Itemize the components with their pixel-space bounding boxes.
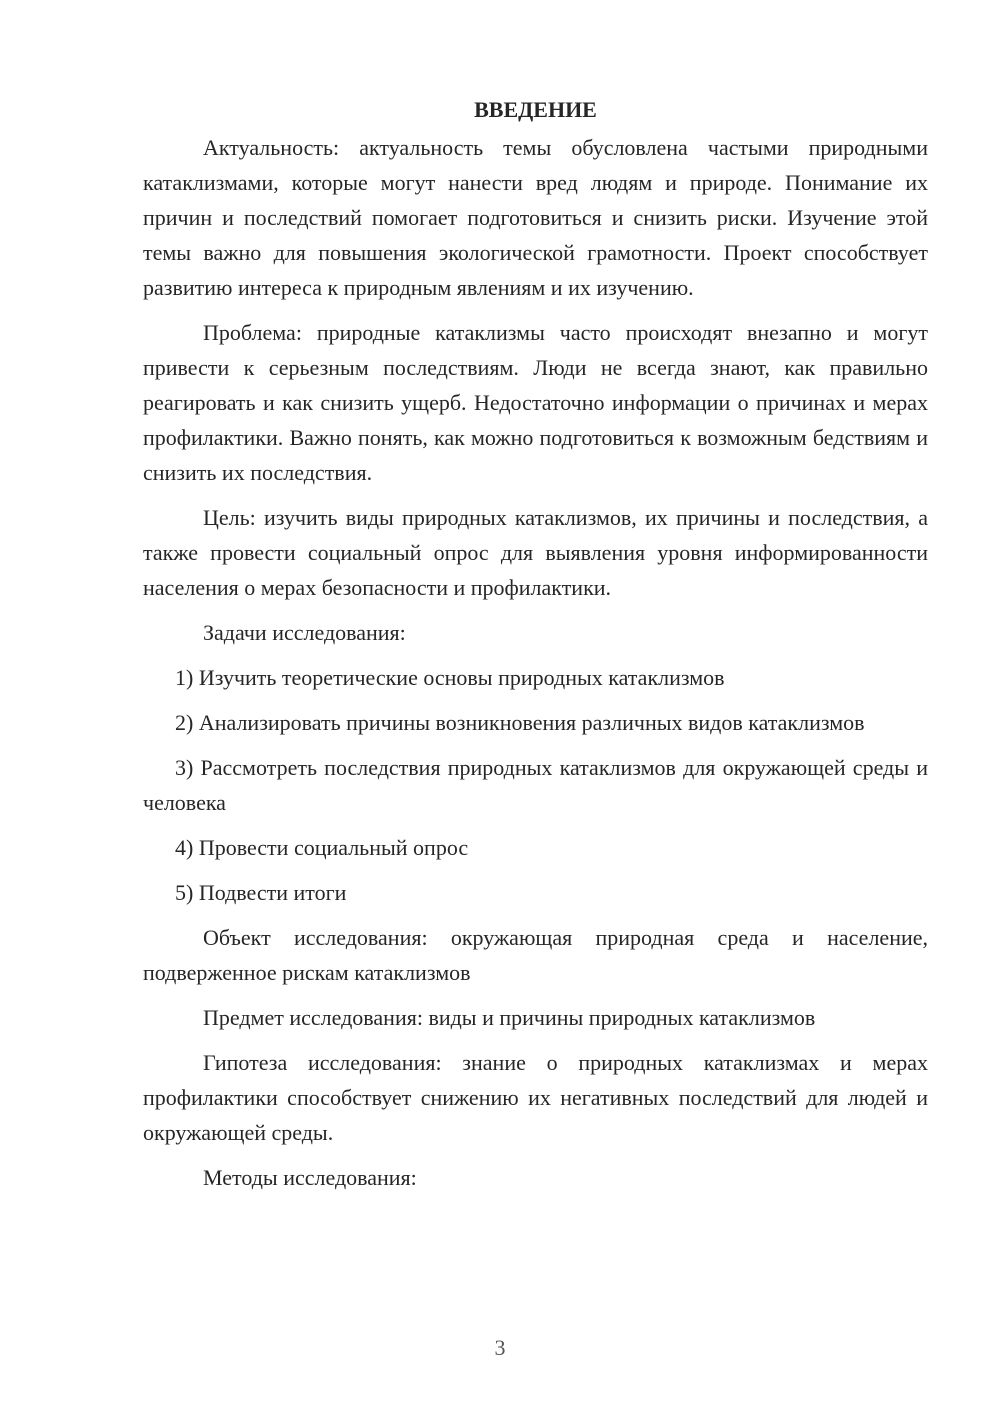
paragraph-object: Объект исследования: окружающая природная среда и население, подверженное рискам катаклизмов — [143, 925, 928, 985]
task-item: 5) Подвести итоги — [175, 880, 347, 905]
page-content — [143, 92, 928, 1205]
paragraph-problem: Проблема: природные катаклизмы часто происходят внезапно и могут привести к серьезным последствиям. Люди не всегда знают, как правильно реагировать и как снизить ущерб. Недостаточно информации о причинах и мерах профилактики. Важно понять, как можно подготовиться к возможным бедствиям и снизить их последствия. — [143, 320, 928, 485]
task-item: 2) Анализировать причины возникновения различных видов катаклизмов — [175, 710, 865, 735]
paragraph-hypothesis: Гипотеза исследования: знание о природных катаклизмах и мерах профилактики способствует снижению их негативных последствий для людей и окружающей среды. — [143, 1050, 928, 1145]
paragraph-methods: Методы исследования: — [203, 1165, 417, 1190]
page-title: ВВЕДЕНИЕ — [474, 97, 597, 122]
tasks-heading: Задачи исследования: — [203, 620, 406, 645]
task-item: 1) Изучить теоретические основы природных катаклизмов — [175, 665, 725, 690]
paragraph-relevance: Актуальность: актуальность темы обусловлена частыми природными катаклизмами, которые могут нанести вред людям и природе. Понимание их причин и последствий помогает подготовиться и снизить риски. Изучение этой темы важно для повышения экологической грамотности. Проект способствует развитию интереса к природным явлениям и их изучению. — [143, 135, 928, 300]
task-item: 4) Провести социальный опрос — [175, 835, 469, 860]
paragraph-goal: Цель: изучить виды природных катаклизмов, их причины и последствия, а также провести социальный опрос для выявления уровня информированности населения о мерах безопасности и профилактики. — [143, 505, 928, 600]
task-item: 3) Рассмотреть последствия природных катаклизмов для окружающей среды и человека — [143, 755, 928, 815]
paragraph-subject: Предмет исследования: виды и причины природных катаклизмов — [203, 1005, 816, 1030]
page-number: 3 — [494, 1335, 506, 1360]
